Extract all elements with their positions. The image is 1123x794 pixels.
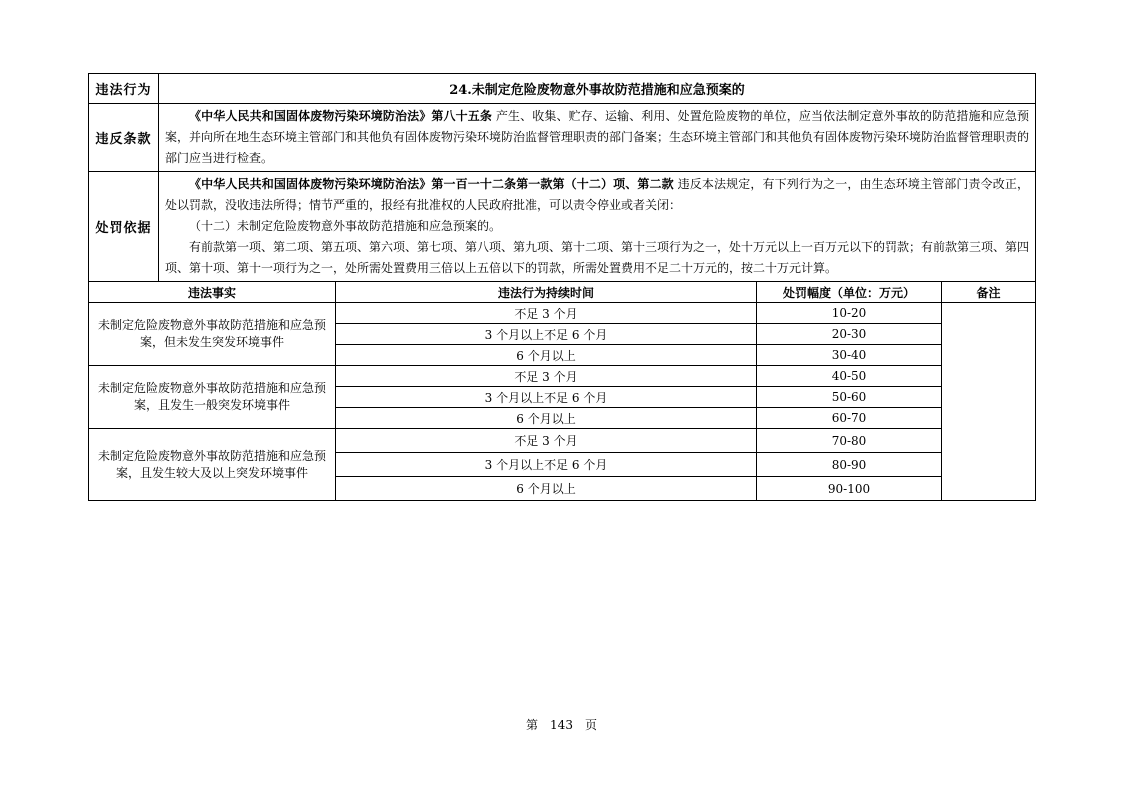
duration-cell: 不足 3 个月 bbox=[336, 366, 757, 387]
violation-title-row bbox=[89, 74, 1036, 104]
violation-label: 违法行为 bbox=[89, 74, 159, 104]
header-range: 处罚幅度（单位：万元） bbox=[757, 282, 942, 303]
header-duration: 违法行为持续时间 bbox=[336, 282, 757, 303]
page-footer bbox=[0, 716, 1123, 733]
penalty-basis-law: 《中华人民共和国固体废物污染环境防治法》第一百一十二条第一款第（十二）项、第二款 bbox=[189, 177, 674, 191]
violated-clause-row bbox=[89, 104, 1036, 172]
header-fact: 违法事实 bbox=[89, 282, 336, 303]
table-row bbox=[89, 303, 1036, 324]
duration-cell: 3 个月以上不足 6 个月 bbox=[336, 324, 757, 345]
page-prefix: 第 bbox=[526, 718, 539, 732]
violated-clause-body: 产生、收集、贮存、运输、利用、处置危险废物的单位，应当依法制定意外事故的防范措施和应急预案，并向所在地生态环境主管部门和其他负有固体废物污染环境防治监督管理职责的部门备案；生态环境主管部门和其他负有固体废物污染环境防治监督管理职责的部门应当进行检查。 bbox=[165, 109, 1030, 165]
duration-cell: 6 个月以上 bbox=[336, 345, 757, 366]
violated-clause-label: 违反条款 bbox=[89, 104, 159, 172]
penalty-basis-p3: 有前款第一项、第二项、第五项、第六项、第七项、第八项、第九项、第十二项、第十三项行为之一，处十万元以上一百万元以下的罚款；有前款第三项、第四项、第十项、第十一项行为之一，处所需处置费用三倍以上五倍以下的罚款，所需处置费用不足二十万元的，按二十万元计算。 bbox=[165, 240, 1030, 275]
duration-cell: 不足 3 个月 bbox=[336, 303, 757, 324]
page-suffix: 页 bbox=[584, 718, 597, 732]
fact-cell: 未制定危险废物意外事故防范措施和应急预案，但未发生突发环境事件 bbox=[89, 303, 336, 366]
range-cell: 70-80 bbox=[757, 429, 942, 453]
violation-info-table bbox=[88, 73, 1036, 282]
remark-cell bbox=[942, 303, 1036, 501]
range-cell: 50-60 bbox=[757, 387, 942, 408]
duration-cell: 3 个月以上不足 6 个月 bbox=[336, 453, 757, 477]
violation-title: 24.未制定危险废物意外事故防范措施和应急预案的 bbox=[159, 74, 1036, 104]
range-cell: 90-100 bbox=[757, 477, 942, 501]
page-number: 143 bbox=[550, 718, 573, 732]
violated-clause-text bbox=[159, 104, 1036, 172]
range-cell: 40-50 bbox=[757, 366, 942, 387]
violated-clause-law: 《中华人民共和国固体废物污染环境防治法》第八十五条 bbox=[189, 109, 492, 123]
range-cell: 60-70 bbox=[757, 408, 942, 429]
duration-cell: 不足 3 个月 bbox=[336, 429, 757, 453]
fact-cell: 未制定危险废物意外事故防范措施和应急预案，且发生较大及以上突发环境事件 bbox=[89, 429, 336, 501]
penalty-basis-label: 处罚依据 bbox=[89, 172, 159, 282]
range-cell: 20-30 bbox=[757, 324, 942, 345]
duration-cell: 6 个月以上 bbox=[336, 408, 757, 429]
grid-header-row bbox=[89, 282, 1036, 303]
penalty-basis-row bbox=[89, 172, 1036, 282]
table-row bbox=[89, 366, 1036, 387]
penalty-basis-p2: （十二）未制定危险废物意外事故防范措施和应急预案的。 bbox=[189, 219, 502, 233]
penalty-basis-p1: 违反本法规定，有下列行为之一，由生态环境主管部门责令改正，处以罚款，没收违法所得；情节严重的，报经有批准权的人民政府批准，可以责令停业或者关闭： bbox=[165, 177, 1029, 212]
range-cell: 30-40 bbox=[757, 345, 942, 366]
fact-cell: 未制定危险废物意外事故防范措施和应急预案，且发生一般突发环境事件 bbox=[89, 366, 336, 429]
range-cell: 10-20 bbox=[757, 303, 942, 324]
header-remark: 备注 bbox=[942, 282, 1036, 303]
duration-cell: 6 个月以上 bbox=[336, 477, 757, 501]
penalty-grid-table bbox=[88, 282, 1036, 501]
table-row bbox=[89, 429, 1036, 453]
duration-cell: 3 个月以上不足 6 个月 bbox=[336, 387, 757, 408]
document-table-area bbox=[88, 73, 1035, 501]
penalty-basis-text bbox=[159, 172, 1036, 282]
range-cell: 80-90 bbox=[757, 453, 942, 477]
